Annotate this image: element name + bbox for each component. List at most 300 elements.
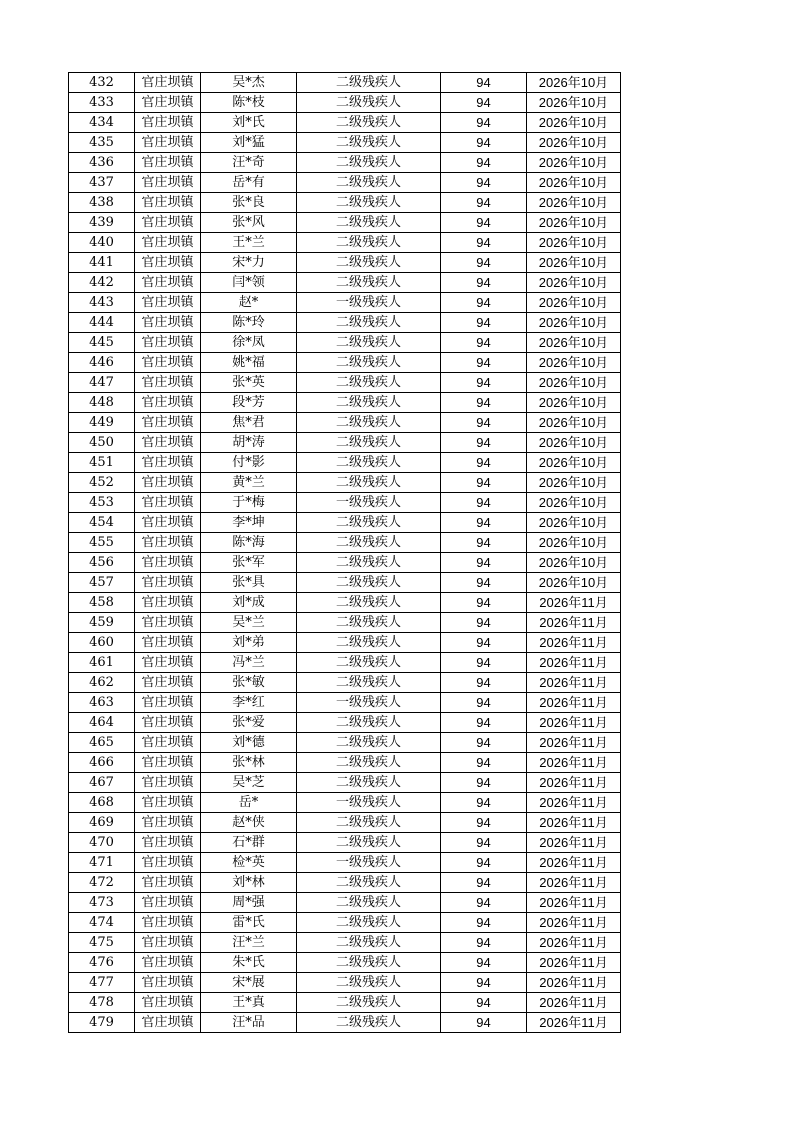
date-cell: 2026年11月 [527, 933, 621, 953]
disability-level-cell: 二级残疾人 [297, 473, 441, 493]
date-cell: 2026年11月 [527, 973, 621, 993]
name-cell: 胡*涛 [201, 433, 297, 453]
town-cell: 官庄坝镇 [135, 493, 201, 513]
amount-cell: 94 [441, 113, 527, 133]
row-number-cell: 446 [69, 353, 135, 373]
row-number-cell: 451 [69, 453, 135, 473]
town-cell: 官庄坝镇 [135, 473, 201, 493]
name-cell: 刘*林 [201, 873, 297, 893]
town-cell: 官庄坝镇 [135, 213, 201, 233]
row-number-cell: 475 [69, 933, 135, 953]
town-cell: 官庄坝镇 [135, 353, 201, 373]
row-number-cell: 453 [69, 493, 135, 513]
name-cell: 张*风 [201, 213, 297, 233]
disability-level-cell: 二级残疾人 [297, 993, 441, 1013]
amount-cell: 94 [441, 653, 527, 673]
table-row [69, 913, 621, 933]
row-number-cell: 455 [69, 533, 135, 553]
name-cell: 检*英 [201, 853, 297, 873]
disability-level-cell: 二级残疾人 [297, 893, 441, 913]
town-cell: 官庄坝镇 [135, 153, 201, 173]
name-cell: 焦*君 [201, 413, 297, 433]
table-row [69, 73, 621, 93]
date-cell: 2026年10月 [527, 553, 621, 573]
table-row [69, 813, 621, 833]
disability-level-cell: 二级残疾人 [297, 373, 441, 393]
row-number-cell: 433 [69, 93, 135, 113]
date-cell: 2026年11月 [527, 913, 621, 933]
table-row [69, 373, 621, 393]
name-cell: 于*梅 [201, 493, 297, 513]
table-row [69, 573, 621, 593]
table-row [69, 133, 621, 153]
town-cell: 官庄坝镇 [135, 893, 201, 913]
amount-cell: 94 [441, 973, 527, 993]
amount-cell: 94 [441, 213, 527, 233]
date-cell: 2026年10月 [527, 133, 621, 153]
row-number-cell: 461 [69, 653, 135, 673]
disability-level-cell: 二级残疾人 [297, 353, 441, 373]
town-cell: 官庄坝镇 [135, 613, 201, 633]
amount-cell: 94 [441, 573, 527, 593]
table-row [69, 593, 621, 613]
table-row [69, 153, 621, 173]
table-row [69, 693, 621, 713]
name-cell: 宋*力 [201, 253, 297, 273]
town-cell: 官庄坝镇 [135, 253, 201, 273]
row-number-cell: 459 [69, 613, 135, 633]
town-cell: 官庄坝镇 [135, 513, 201, 533]
date-cell: 2026年11月 [527, 793, 621, 813]
date-cell: 2026年11月 [527, 893, 621, 913]
date-cell: 2026年10月 [527, 533, 621, 553]
town-cell: 官庄坝镇 [135, 433, 201, 453]
date-cell: 2026年10月 [527, 433, 621, 453]
table-row [69, 793, 621, 813]
date-cell: 2026年10月 [527, 93, 621, 113]
name-cell: 陈*玲 [201, 313, 297, 333]
table-row [69, 653, 621, 673]
table-row [69, 773, 621, 793]
name-cell: 岳*有 [201, 173, 297, 193]
date-cell: 2026年11月 [527, 993, 621, 1013]
row-number-cell: 442 [69, 273, 135, 293]
disability-level-cell: 二级残疾人 [297, 933, 441, 953]
amount-cell: 94 [441, 533, 527, 553]
town-cell: 官庄坝镇 [135, 933, 201, 953]
row-number-cell: 477 [69, 973, 135, 993]
name-cell: 张*爱 [201, 713, 297, 733]
row-number-cell: 479 [69, 1013, 135, 1033]
amount-cell: 94 [441, 1013, 527, 1033]
row-number-cell: 473 [69, 893, 135, 913]
table-row [69, 933, 621, 953]
town-cell: 官庄坝镇 [135, 693, 201, 713]
name-cell: 汪*品 [201, 1013, 297, 1033]
date-cell: 2026年11月 [527, 1013, 621, 1033]
date-cell: 2026年10月 [527, 393, 621, 413]
row-number-cell: 448 [69, 393, 135, 413]
date-cell: 2026年10月 [527, 113, 621, 133]
name-cell: 付*影 [201, 453, 297, 473]
table-row [69, 713, 621, 733]
row-number-cell: 469 [69, 813, 135, 833]
name-cell: 赵*侠 [201, 813, 297, 833]
table-row [69, 633, 621, 653]
name-cell: 刘*猛 [201, 133, 297, 153]
row-number-cell: 450 [69, 433, 135, 453]
row-number-cell: 478 [69, 993, 135, 1013]
date-cell: 2026年11月 [527, 613, 621, 633]
town-cell: 官庄坝镇 [135, 993, 201, 1013]
town-cell: 官庄坝镇 [135, 593, 201, 613]
amount-cell: 94 [441, 873, 527, 893]
amount-cell: 94 [441, 173, 527, 193]
table-row [69, 393, 621, 413]
row-number-cell: 463 [69, 693, 135, 713]
disability-level-cell: 二级残疾人 [297, 813, 441, 833]
amount-cell: 94 [441, 833, 527, 853]
date-cell: 2026年10月 [527, 173, 621, 193]
town-cell: 官庄坝镇 [135, 673, 201, 693]
town-cell: 官庄坝镇 [135, 913, 201, 933]
amount-cell: 94 [441, 93, 527, 113]
disability-level-cell: 二级残疾人 [297, 113, 441, 133]
row-number-cell: 471 [69, 853, 135, 873]
date-cell: 2026年10月 [527, 253, 621, 273]
name-cell: 石*群 [201, 833, 297, 853]
date-cell: 2026年11月 [527, 673, 621, 693]
name-cell: 张*敏 [201, 673, 297, 693]
disability-level-cell: 二级残疾人 [297, 973, 441, 993]
amount-cell: 94 [441, 513, 527, 533]
disability-level-cell: 二级残疾人 [297, 513, 441, 533]
town-cell: 官庄坝镇 [135, 973, 201, 993]
disability-level-cell: 一级残疾人 [297, 793, 441, 813]
name-cell: 李*坤 [201, 513, 297, 533]
disability-level-cell: 二级残疾人 [297, 73, 441, 93]
name-cell: 雷*氏 [201, 913, 297, 933]
town-cell: 官庄坝镇 [135, 953, 201, 973]
amount-cell: 94 [441, 753, 527, 773]
row-number-cell: 439 [69, 213, 135, 233]
row-number-cell: 441 [69, 253, 135, 273]
table-row [69, 193, 621, 213]
date-cell: 2026年10月 [527, 293, 621, 313]
town-cell: 官庄坝镇 [135, 93, 201, 113]
date-cell: 2026年11月 [527, 693, 621, 713]
disability-level-cell: 二级残疾人 [297, 213, 441, 233]
amount-cell: 94 [441, 613, 527, 633]
row-number-cell: 449 [69, 413, 135, 433]
amount-cell: 94 [441, 413, 527, 433]
date-cell: 2026年10月 [527, 233, 621, 253]
table-row [69, 873, 621, 893]
town-cell: 官庄坝镇 [135, 393, 201, 413]
table-row [69, 353, 621, 373]
name-cell: 周*强 [201, 893, 297, 913]
table-row [69, 173, 621, 193]
amount-cell: 94 [441, 453, 527, 473]
name-cell: 张*林 [201, 753, 297, 773]
town-cell: 官庄坝镇 [135, 113, 201, 133]
town-cell: 官庄坝镇 [135, 293, 201, 313]
name-cell: 段*芳 [201, 393, 297, 413]
disability-level-cell: 一级残疾人 [297, 293, 441, 313]
row-number-cell: 462 [69, 673, 135, 693]
row-number-cell: 472 [69, 873, 135, 893]
town-cell: 官庄坝镇 [135, 773, 201, 793]
amount-cell: 94 [441, 913, 527, 933]
disability-level-cell: 二级残疾人 [297, 953, 441, 973]
name-cell: 汪*奇 [201, 153, 297, 173]
disability-level-cell: 二级残疾人 [297, 833, 441, 853]
town-cell: 官庄坝镇 [135, 873, 201, 893]
disability-level-cell: 二级残疾人 [297, 553, 441, 573]
table-row [69, 613, 621, 633]
table-row [69, 553, 621, 573]
amount-cell: 94 [441, 333, 527, 353]
table-row [69, 953, 621, 973]
amount-cell: 94 [441, 693, 527, 713]
row-number-cell: 452 [69, 473, 135, 493]
date-cell: 2026年11月 [527, 653, 621, 673]
name-cell: 冯*兰 [201, 653, 297, 673]
town-cell: 官庄坝镇 [135, 813, 201, 833]
table-row [69, 253, 621, 273]
row-number-cell: 476 [69, 953, 135, 973]
row-number-cell: 443 [69, 293, 135, 313]
name-cell: 王*兰 [201, 233, 297, 253]
amount-cell: 94 [441, 273, 527, 293]
date-cell: 2026年10月 [527, 333, 621, 353]
row-number-cell: 457 [69, 573, 135, 593]
amount-cell: 94 [441, 813, 527, 833]
disability-level-cell: 二级残疾人 [297, 273, 441, 293]
disability-level-cell: 二级残疾人 [297, 333, 441, 353]
disability-level-cell: 二级残疾人 [297, 593, 441, 613]
town-cell: 官庄坝镇 [135, 833, 201, 853]
date-cell: 2026年10月 [527, 473, 621, 493]
town-cell: 官庄坝镇 [135, 573, 201, 593]
date-cell: 2026年10月 [527, 453, 621, 473]
disability-level-cell: 二级残疾人 [297, 173, 441, 193]
table-row [69, 993, 621, 1013]
disability-level-cell: 二级残疾人 [297, 773, 441, 793]
table-row [69, 473, 621, 493]
row-number-cell: 458 [69, 593, 135, 613]
town-cell: 官庄坝镇 [135, 533, 201, 553]
amount-cell: 94 [441, 713, 527, 733]
name-cell: 刘*德 [201, 733, 297, 753]
name-cell: 朱*氏 [201, 953, 297, 973]
amount-cell: 94 [441, 253, 527, 273]
row-number-cell: 460 [69, 633, 135, 653]
name-cell: 姚*福 [201, 353, 297, 373]
date-cell: 2026年10月 [527, 273, 621, 293]
date-cell: 2026年11月 [527, 853, 621, 873]
name-cell: 张*英 [201, 373, 297, 393]
disability-level-cell: 二级残疾人 [297, 673, 441, 693]
row-number-cell: 464 [69, 713, 135, 733]
table-row [69, 673, 621, 693]
name-cell: 刘*氏 [201, 113, 297, 133]
date-cell: 2026年10月 [527, 213, 621, 233]
row-number-cell: 435 [69, 133, 135, 153]
disability-level-cell: 二级残疾人 [297, 633, 441, 653]
row-number-cell: 466 [69, 753, 135, 773]
disability-level-cell: 二级残疾人 [297, 393, 441, 413]
row-number-cell: 438 [69, 193, 135, 213]
disability-level-cell: 一级残疾人 [297, 493, 441, 513]
amount-cell: 94 [441, 73, 527, 93]
town-cell: 官庄坝镇 [135, 413, 201, 433]
town-cell: 官庄坝镇 [135, 653, 201, 673]
amount-cell: 94 [441, 313, 527, 333]
amount-cell: 94 [441, 993, 527, 1013]
town-cell: 官庄坝镇 [135, 793, 201, 813]
amount-cell: 94 [441, 493, 527, 513]
amount-cell: 94 [441, 233, 527, 253]
amount-cell: 94 [441, 553, 527, 573]
amount-cell: 94 [441, 953, 527, 973]
name-cell: 张*良 [201, 193, 297, 213]
name-cell: 闫*领 [201, 273, 297, 293]
name-cell: 吴*芝 [201, 773, 297, 793]
table-row [69, 893, 621, 913]
table-row [69, 453, 621, 473]
row-number-cell: 456 [69, 553, 135, 573]
table-row [69, 93, 621, 113]
table-row [69, 413, 621, 433]
town-cell: 官庄坝镇 [135, 233, 201, 253]
table-row [69, 1013, 621, 1033]
town-cell: 官庄坝镇 [135, 633, 201, 653]
town-cell: 官庄坝镇 [135, 73, 201, 93]
disability-level-cell: 二级残疾人 [297, 133, 441, 153]
date-cell: 2026年10月 [527, 413, 621, 433]
date-cell: 2026年10月 [527, 153, 621, 173]
amount-cell: 94 [441, 153, 527, 173]
table-row [69, 853, 621, 873]
amount-cell: 94 [441, 853, 527, 873]
date-cell: 2026年11月 [527, 813, 621, 833]
town-cell: 官庄坝镇 [135, 193, 201, 213]
town-cell: 官庄坝镇 [135, 273, 201, 293]
table-row [69, 273, 621, 293]
date-cell: 2026年11月 [527, 733, 621, 753]
disability-level-cell: 二级残疾人 [297, 253, 441, 273]
name-cell: 李*红 [201, 693, 297, 713]
town-cell: 官庄坝镇 [135, 333, 201, 353]
name-cell: 张*军 [201, 553, 297, 573]
date-cell: 2026年11月 [527, 833, 621, 853]
name-cell: 吴*兰 [201, 613, 297, 633]
table-row [69, 433, 621, 453]
amount-cell: 94 [441, 793, 527, 813]
disability-level-cell: 二级残疾人 [297, 453, 441, 473]
table-row [69, 493, 621, 513]
disability-level-cell: 二级残疾人 [297, 573, 441, 593]
date-cell: 2026年11月 [527, 753, 621, 773]
date-cell: 2026年10月 [527, 493, 621, 513]
town-cell: 官庄坝镇 [135, 313, 201, 333]
date-cell: 2026年10月 [527, 313, 621, 333]
row-number-cell: 445 [69, 333, 135, 353]
table-row [69, 753, 621, 773]
town-cell: 官庄坝镇 [135, 1013, 201, 1033]
date-cell: 2026年10月 [527, 513, 621, 533]
row-number-cell: 447 [69, 373, 135, 393]
amount-cell: 94 [441, 393, 527, 413]
date-cell: 2026年10月 [527, 573, 621, 593]
row-number-cell: 470 [69, 833, 135, 853]
disability-level-cell: 二级残疾人 [297, 613, 441, 633]
disability-level-cell: 二级残疾人 [297, 913, 441, 933]
name-cell: 徐*凤 [201, 333, 297, 353]
disability-level-cell: 二级残疾人 [297, 873, 441, 893]
row-number-cell: 432 [69, 73, 135, 93]
amount-cell: 94 [441, 133, 527, 153]
table-row [69, 333, 621, 353]
amount-cell: 94 [441, 893, 527, 913]
name-cell: 宋*展 [201, 973, 297, 993]
name-cell: 赵* [201, 293, 297, 313]
disability-level-cell: 二级残疾人 [297, 713, 441, 733]
disability-level-cell: 一级残疾人 [297, 693, 441, 713]
name-cell: 陈*海 [201, 533, 297, 553]
disability-level-cell: 二级残疾人 [297, 93, 441, 113]
name-cell: 黄*兰 [201, 473, 297, 493]
name-cell: 吴*杰 [201, 73, 297, 93]
amount-cell: 94 [441, 733, 527, 753]
amount-cell: 94 [441, 433, 527, 453]
disability-level-cell: 二级残疾人 [297, 653, 441, 673]
disability-level-cell: 二级残疾人 [297, 1013, 441, 1033]
amount-cell: 94 [441, 373, 527, 393]
date-cell: 2026年11月 [527, 873, 621, 893]
table-row [69, 313, 621, 333]
table-row [69, 113, 621, 133]
town-cell: 官庄坝镇 [135, 373, 201, 393]
date-cell: 2026年11月 [527, 633, 621, 653]
date-cell: 2026年10月 [527, 373, 621, 393]
amount-cell: 94 [441, 473, 527, 493]
row-number-cell: 444 [69, 313, 135, 333]
town-cell: 官庄坝镇 [135, 753, 201, 773]
name-cell: 陈*枝 [201, 93, 297, 113]
table-row [69, 213, 621, 233]
amount-cell: 94 [441, 633, 527, 653]
town-cell: 官庄坝镇 [135, 713, 201, 733]
amount-cell: 94 [441, 673, 527, 693]
row-number-cell: 434 [69, 113, 135, 133]
disability-level-cell: 二级残疾人 [297, 533, 441, 553]
name-cell: 刘*成 [201, 593, 297, 613]
amount-cell: 94 [441, 353, 527, 373]
date-cell: 2026年11月 [527, 773, 621, 793]
date-cell: 2026年11月 [527, 713, 621, 733]
town-cell: 官庄坝镇 [135, 453, 201, 473]
town-cell: 官庄坝镇 [135, 133, 201, 153]
row-number-cell: 454 [69, 513, 135, 533]
date-cell: 2026年11月 [527, 593, 621, 613]
amount-cell: 94 [441, 933, 527, 953]
amount-cell: 94 [441, 293, 527, 313]
disability-level-cell: 二级残疾人 [297, 753, 441, 773]
town-cell: 官庄坝镇 [135, 173, 201, 193]
name-cell: 岳* [201, 793, 297, 813]
